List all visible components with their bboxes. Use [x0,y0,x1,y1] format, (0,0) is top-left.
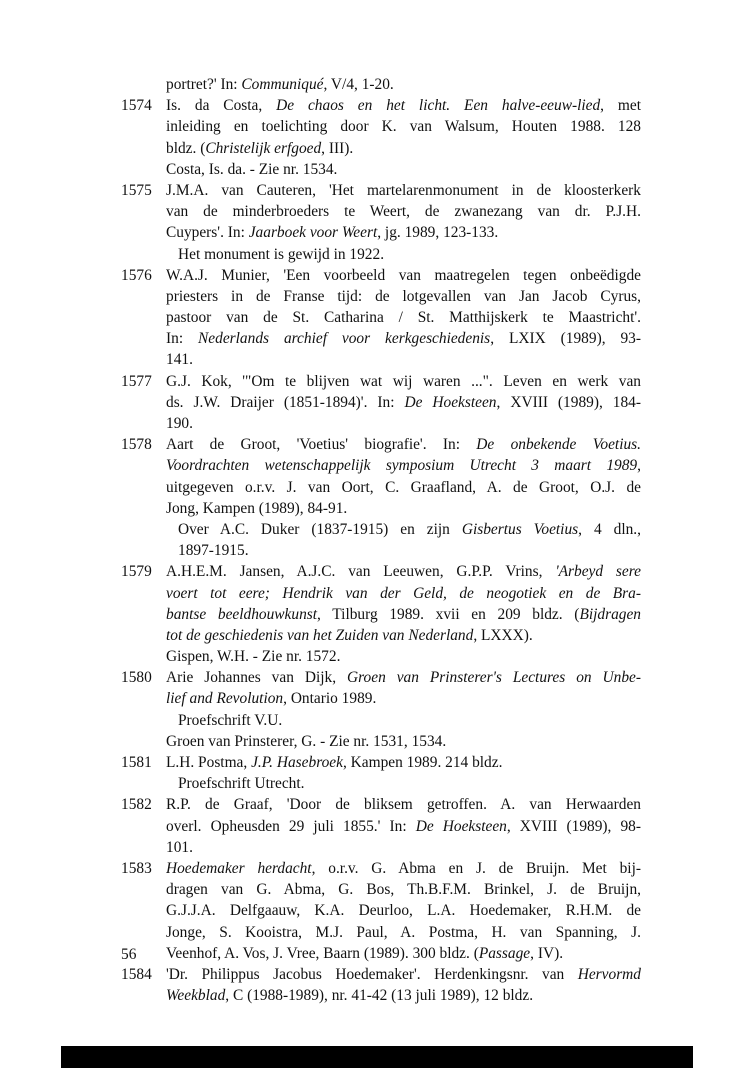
text-fragment: priesters in de Franse tijd: de lotgevallen van Jan Jacob Cyrus, [166,287,641,305]
text-fragment: bldz. ( [166,139,206,157]
entry-line [166,900,641,921]
text-fragment: Jong, Kampen (1989), 84-91. [166,499,348,517]
text-fragment: Nederlands archief voor kerkgeschiedenis [198,330,491,348]
entry-line [166,159,641,180]
entry-line [166,498,641,519]
entry-number: 1577 [121,372,152,390]
text-fragment: J.M.A. van Cauteren, 'Het martelarenmonument in de kloosterkerk [166,181,641,199]
entry-line [166,667,641,688]
text-fragment: Proefschrift V.U. [178,711,283,729]
text-fragment: Over A.C. Duker (1837-1915) en zijn [178,520,462,538]
text-fragment: overl. Opheusden 29 juli 1855.' In: [166,817,416,835]
entry-line [166,286,641,307]
entry-line [166,455,641,476]
entry-line [166,116,641,137]
text-fragment: , LXIX (1989), 93- [490,330,641,348]
entry-line [166,625,641,646]
text-fragment: Veenhof, A. Vos, J. Vree, Baarn (1989). 300 bldz. ( [166,944,479,962]
entry-line [166,265,641,286]
text-fragment: , XVIII (1989), 184- [496,393,641,411]
entry-number: 1583 [121,859,152,877]
text-fragment: Christelijk erfgoed [205,139,322,157]
text-fragment: , C (1988-1989), nr. 41-42 (13 juli 1989), 12 bldz. [225,987,534,1005]
text-fragment: , XVIII (1989), 98- [506,817,641,835]
text-fragment: van de minderbroeders te Weert, de zwanezang van dr. P.J.H. [166,203,641,221]
text-fragment: G.J. Kok, '"Om te blijven wat wij waren ...". Leven en werk van [166,372,641,390]
entry-note-line [166,540,641,561]
text-fragment: , Ontario 1989. [283,690,377,708]
text-fragment: G.J.J.A. Delfgaauw, K.A. Deurloo, L.A. Hoedemaker, R.H.M. de [166,902,641,920]
text-fragment: , Kampen 1989. 214 bldz. [342,754,503,771]
text-fragment: J.P. Hasebroek [251,754,343,771]
entry-line [166,816,641,837]
entry-line [166,371,641,392]
text-fragment: voert tot eere; Hendrik van der Geld, de neogotiek en de Bra- [166,584,641,602]
text-fragment: 190. [166,415,193,432]
text-fragment: De Hoeksteen [415,817,507,835]
entry-number: 1579 [121,563,152,581]
text-fragment: ds. J.W. Draijer (1851-1894)'. In: [166,393,405,411]
entry-line [166,879,641,900]
text-fragment: , Tilburg 1989. xvii en 209 bldz. ( [317,605,580,623]
text-fragment: Cuypers'. In: [166,224,249,242]
entry-number: 1576 [121,266,152,284]
entry-line [166,307,641,328]
entry-line [166,752,641,773]
entry-note-line [166,519,641,540]
text-fragment: Gispen, W.H. - Zie nr. 1572. [166,648,341,666]
text-fragment: Groen van Prinsterer's Lectures on Unbe- [347,669,641,687]
text-fragment: uitgegeven o.r.v. J. van Oort, C. Graafland, A. de Groot, O.J. de [166,478,641,496]
text-fragment: 'Dr. Philippus Jacobus Hoedemaker'. Herdenkingsnr. van [166,965,578,983]
text-fragment: , o.r.v. G. Abma en J. de Bruijn. Met bij- [311,859,641,877]
text-fragment: 101. [166,838,193,856]
text-fragment: Gisbertus Voetius [461,520,579,538]
bibliography-entry [121,858,641,964]
text-fragment: lief and Revolution [166,690,284,708]
entry-line [166,837,641,858]
entries [121,95,641,1006]
entry-line [166,858,641,879]
entry-line [166,477,641,498]
text-fragment: pastoor van de St. Catharina / St. Matthijskerk te Maastricht'. [166,309,641,327]
bibliography-entry [121,95,641,180]
text-fragment: Het monument is gewijd in 1922. [178,245,385,263]
text-fragment: portret?' In: [166,76,242,93]
text-fragment: bantse beeldhouwkunst [166,605,318,623]
entry-number: 1575 [121,181,152,199]
text-fragment: Jaarboek voor Weert [248,224,378,242]
text-fragment: , jg. 1989, 123-133. [377,224,499,242]
text-fragment: Weekblad [166,987,226,1005]
text-fragment: Passage [478,944,531,962]
text-fragment: , III). [321,139,354,157]
text-fragment: , V/4, 1-20. [323,76,394,93]
entry-line [166,604,641,625]
text-fragment: , 4 dln., [578,520,641,538]
text-fragment: dragen van G. Abma, G. Bos, Th.B.F.M. Brinkel, J. de Bruijn, [166,881,641,899]
entry-line [166,731,641,752]
text-fragment: L.H. Postma, [166,754,252,771]
continued-entry [121,74,641,95]
text-fragment: , [637,457,641,475]
entry-line [166,138,641,159]
entry-line [166,583,641,604]
text-fragment: 141. [166,351,193,369]
text-fragment: Costa, Is. da. - Zie nr. 1534. [166,160,338,178]
bibliography-entry [121,561,641,667]
bibliography-entry [121,180,641,265]
entry-line [166,943,641,964]
entry-line [166,688,641,709]
bibliography-entry [121,371,641,435]
text-fragment: Proefschrift Utrecht. [178,775,305,793]
text-fragment: De chaos en het licht. Een halve-eeuw-lied [276,97,601,115]
bibliography-entry [121,752,641,794]
entry-number: 1580 [121,669,152,687]
entry-line [166,222,641,243]
text-fragment: 'Arbeyd sere [555,563,641,581]
text-fragment: inleiding en toelichting door K. van Walsum, Houten 1988. 128 [166,118,641,136]
scan-border [61,1046,693,1068]
entry-line [166,349,641,370]
page-number: 56 [121,946,137,963]
text-fragment: In: [166,330,199,348]
entry-line [166,201,641,222]
text-fragment: Hoedemaker herdacht [166,859,312,877]
text-fragment: Hervormd [577,965,641,983]
entry-line [166,964,641,985]
entry-line [166,413,641,434]
entry-line [166,180,641,201]
text-fragment: A.H.E.M. Jansen, A.J.C. van Leeuwen, G.P.P. Vrins, [166,563,556,581]
entry-line [166,985,641,1006]
text-fragment: Bijdragen [579,605,641,623]
entry-line [166,794,641,815]
entry-line [166,922,641,943]
entry-number: 1574 [121,97,152,115]
bibliography-entry [121,265,641,371]
text-fragment: Jonge, S. Kooistra, M.J. Paul, A. Postma, H. van Spanning, J. [166,923,641,941]
text-fragment: , IV). [530,944,564,962]
entry-note-line [166,710,641,731]
text-fragment: Communiqué [241,76,324,93]
text-fragment: , LXXX). [473,626,533,644]
entry-line [166,392,641,413]
entry-line [166,561,641,582]
text-fragment: tot de geschiedenis van het Zuiden van Nederland [166,626,474,644]
entry-number: 1584 [121,965,152,983]
text-fragment: De onbekende Voetius. [476,436,641,454]
bibliography-list [121,74,641,1006]
text-fragment: W.A.J. Munier, 'Een voorbeeld van maatregelen tegen onbeëdigde [166,266,641,284]
entry-line [166,95,641,116]
bibliography-entry [121,794,641,858]
text-fragment: 1897-1915. [178,542,249,560]
text-fragment: Groen van Prinsterer, G. - Zie nr. 1531, 1534. [166,732,447,750]
bibliography-entry [121,667,641,752]
bibliography-entry [121,964,641,1006]
text-fragment: De Hoeksteen [404,393,497,411]
entry-number: 1581 [121,754,152,771]
entry-number: 1582 [121,796,152,814]
entry-note-line [166,773,641,794]
text-fragment: Arie Johannes van Dijk, [166,669,348,687]
text-fragment: Aart de Groot, 'Voetius' biografie'. In: [166,436,477,454]
text-fragment: Voordrachten wetenschappelijk symposium Utrecht 3 maart 1989 [166,457,638,475]
entry-line [166,646,641,667]
entry-line [166,434,641,455]
bibliography-entry [121,434,641,561]
text-fragment: R.P. de Graaf, 'Door de bliksem getroffen. A. van Herwaarden [166,796,641,814]
entry-number: 1578 [121,436,152,454]
entry-note-line [166,244,641,265]
text-fragment: , met [600,97,641,115]
text-fragment: Is. da Costa, [166,97,277,115]
entry-line [166,328,641,349]
